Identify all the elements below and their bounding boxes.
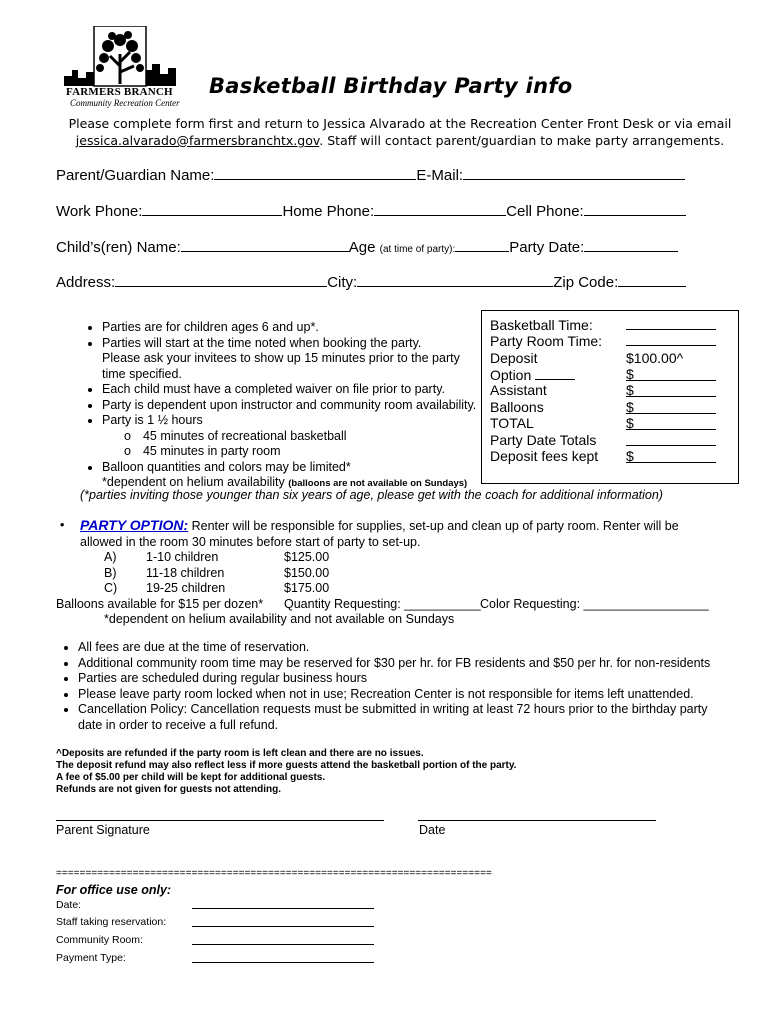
office-field-label: Community Room:: [56, 934, 143, 946]
email-link[interactable]: jessica.alvarado@farmersbranchtx.gov: [75, 133, 320, 148]
fee-item: • Please leave party room locked when not in use; Recreation Center is not responsible for items left unattended.: [78, 687, 756, 703]
balloon-request-row: Balloons available for $15 per dozen* Quantity Requesting: ___________ Color Requesting: __________________: [56, 596, 709, 611]
zip-label: Zip Code:: [553, 274, 619, 291]
rule-item: • Each child must have a completed waiver on file prior to party.: [102, 382, 486, 398]
parent-name-field[interactable]: [214, 166, 416, 180]
rule-subitem: o 45 minutes of recreational basketball: [124, 428, 347, 443]
party-room-time-field[interactable]: [626, 331, 716, 346]
deposit-fees-kept-field[interactable]: $: [626, 448, 716, 463]
logo-subtitle: Community Recreation Center: [70, 98, 180, 108]
option-row: C) 19-25 children $175.00: [104, 581, 330, 595]
rules-list: [56, 320, 486, 492]
parent-signature-label: Parent Signature: [56, 823, 150, 837]
option-row: A) 1-10 children $125.00: [104, 550, 330, 564]
page-title: Basketball Birthday Party info: [209, 74, 573, 98]
date-label: Date: [419, 823, 446, 837]
box-label: Assistant: [490, 382, 547, 398]
color-requesting-field[interactable]: Color Requesting: __________________: [480, 596, 709, 611]
office-staff-field[interactable]: [192, 926, 374, 927]
row-parent: [56, 166, 685, 184]
age-note: (at time of party):: [379, 244, 456, 255]
date-signature-line[interactable]: [418, 820, 656, 821]
work-phone-label: Work Phone:: [56, 203, 143, 220]
box-label: Party Room Time:: [490, 333, 603, 349]
address-label: Address:: [56, 274, 116, 291]
party-option-text: allowed in the room 30 minutes before start of party to set-up.: [80, 534, 421, 549]
office-room-field[interactable]: [192, 944, 374, 945]
office-field-label: Date:: [56, 899, 82, 911]
helium-note: *dependent on helium availability and not available on Sundays: [104, 612, 455, 626]
logo-org-name: FARMERS BRANCH: [66, 86, 173, 98]
office-heading: For office use only:: [56, 883, 172, 897]
office-field-label: Staff taking reservation:: [56, 916, 167, 928]
balloons-field[interactable]: $: [626, 399, 716, 414]
party-date-totals-field[interactable]: [626, 431, 716, 446]
box-label: TOTAL: [490, 415, 534, 431]
option-row: B) 11-18 children $150.00: [104, 565, 330, 580]
parent-signature-line[interactable]: [56, 820, 384, 821]
office-date-field[interactable]: [192, 908, 374, 909]
fee-item: • Additional community room time may be reserved for $30 per hr. for FB residents and $50 per hr. for non-residents: [78, 656, 756, 672]
rule-item: • Balloon quantities and colors may be limited* *dependent on helium availability (balloons are not available on Sundays): [102, 460, 486, 492]
rule-item: • Parties will start at the time noted when booking the party. Please ask your invitees to show up 15 minutes prior to the party time specified.: [102, 336, 486, 383]
age-label: Age: [348, 239, 376, 256]
box-label: Basketball Time:: [490, 317, 593, 333]
fee-box: [481, 310, 739, 484]
box-label: Balloons: [490, 399, 544, 415]
young-children-note: (*parties inviting those younger than six years of age, please get with the coach for additional information): [80, 488, 663, 502]
deposit-value: $100.00^: [626, 350, 684, 366]
row-child: [56, 238, 678, 256]
party-option-text: Renter will be responsible for supplies, set-up and clean up of party room. Renter will be: [188, 519, 679, 533]
deposit-notes: ^Deposits are refunded if the party room is left clean and there are no issues. The deposit refund may also reflect less if more guests attend the basketball portion of the party. A fee of $5.00 per child will be kept for additional guests. Refunds are not given for guests not attending.: [56, 748, 517, 795]
fees-list: [56, 640, 756, 733]
party-date-field[interactable]: [584, 238, 678, 252]
box-label: Option: [490, 366, 575, 383]
box-label: Deposit: [490, 350, 538, 366]
city-label: City:: [327, 274, 358, 291]
intro-line2: . Staff will contact parent/guardian to make party arrangements.: [319, 133, 725, 148]
box-label: Deposit fees kept: [490, 448, 599, 464]
intro-line1: Please complete form first and return to Jessica Alvarado at the Recreation Center Front Desk or via email: [68, 116, 732, 131]
home-phone-field[interactable]: [374, 202, 506, 216]
separator: ==========================================================================: [56, 868, 492, 879]
email-field[interactable]: [463, 166, 685, 180]
child-label: Child’s(ren) Name:: [56, 239, 181, 256]
parent-label: Parent/Guardian Name:: [56, 167, 215, 184]
rule-item: • Parties are for children ages 6 and up*.: [102, 320, 486, 336]
row-phones: [56, 202, 686, 220]
zip-field[interactable]: [618, 273, 686, 287]
fee-item: • Parties are scheduled during regular business hours: [78, 671, 756, 687]
fee-item: • All fees are due at the time of reservation.: [78, 640, 756, 656]
rule-subitem: o 45 minutes in party room: [124, 444, 281, 458]
option-field[interactable]: $: [626, 366, 716, 381]
party-date-label: Party Date:: [509, 239, 585, 256]
age-field[interactable]: [455, 238, 509, 252]
quantity-requesting-field[interactable]: Quantity Requesting: ___________: [284, 596, 481, 611]
row-address: [56, 273, 686, 291]
rule-item: • Party is dependent upon instructor and community room availability.: [102, 398, 486, 414]
fee-item: • Cancellation Policy: Cancellation requests must be submitted in writing at least 72 hours prior to the birthday party date in order to receive a full refund.: [78, 702, 756, 733]
rule-item: • Party is 1 ½ hours: [102, 413, 486, 429]
office-field-label: Payment Type:: [56, 952, 126, 964]
intro-text: [60, 115, 740, 149]
cell-phone-field[interactable]: [584, 202, 686, 216]
party-option-section: • PARTY OPTION: Renter will be responsible for supplies, set-up and clean up of party room. Renter will be allowed in the room 30 minutes before start of party to set-up. A) 1-10 children $125.00 B) 11-18 children $150.00 C) 19-25 children $175.00 Balloons available for $15 per dozen* Quantity Requesting: ___________ Color Requesting: __________________ *dependent on helium availability and not available on Sundays: [56, 518, 746, 628]
box-label: Party Date Totals: [490, 432, 597, 448]
child-name-field[interactable]: [181, 238, 349, 252]
city-field[interactable]: [357, 273, 553, 287]
email-label: E-Mail:: [416, 167, 464, 184]
address-field[interactable]: [115, 273, 327, 287]
total-field[interactable]: $: [626, 415, 716, 430]
cell-phone-label: Cell Phone:: [506, 203, 584, 220]
work-phone-field[interactable]: [142, 202, 282, 216]
assistant-field[interactable]: $: [626, 382, 716, 397]
party-option-heading: PARTY OPTION:: [80, 517, 189, 533]
basketball-time-field[interactable]: [626, 315, 716, 330]
home-phone-label: Home Phone:: [282, 203, 375, 220]
office-payment-field[interactable]: [192, 962, 374, 963]
